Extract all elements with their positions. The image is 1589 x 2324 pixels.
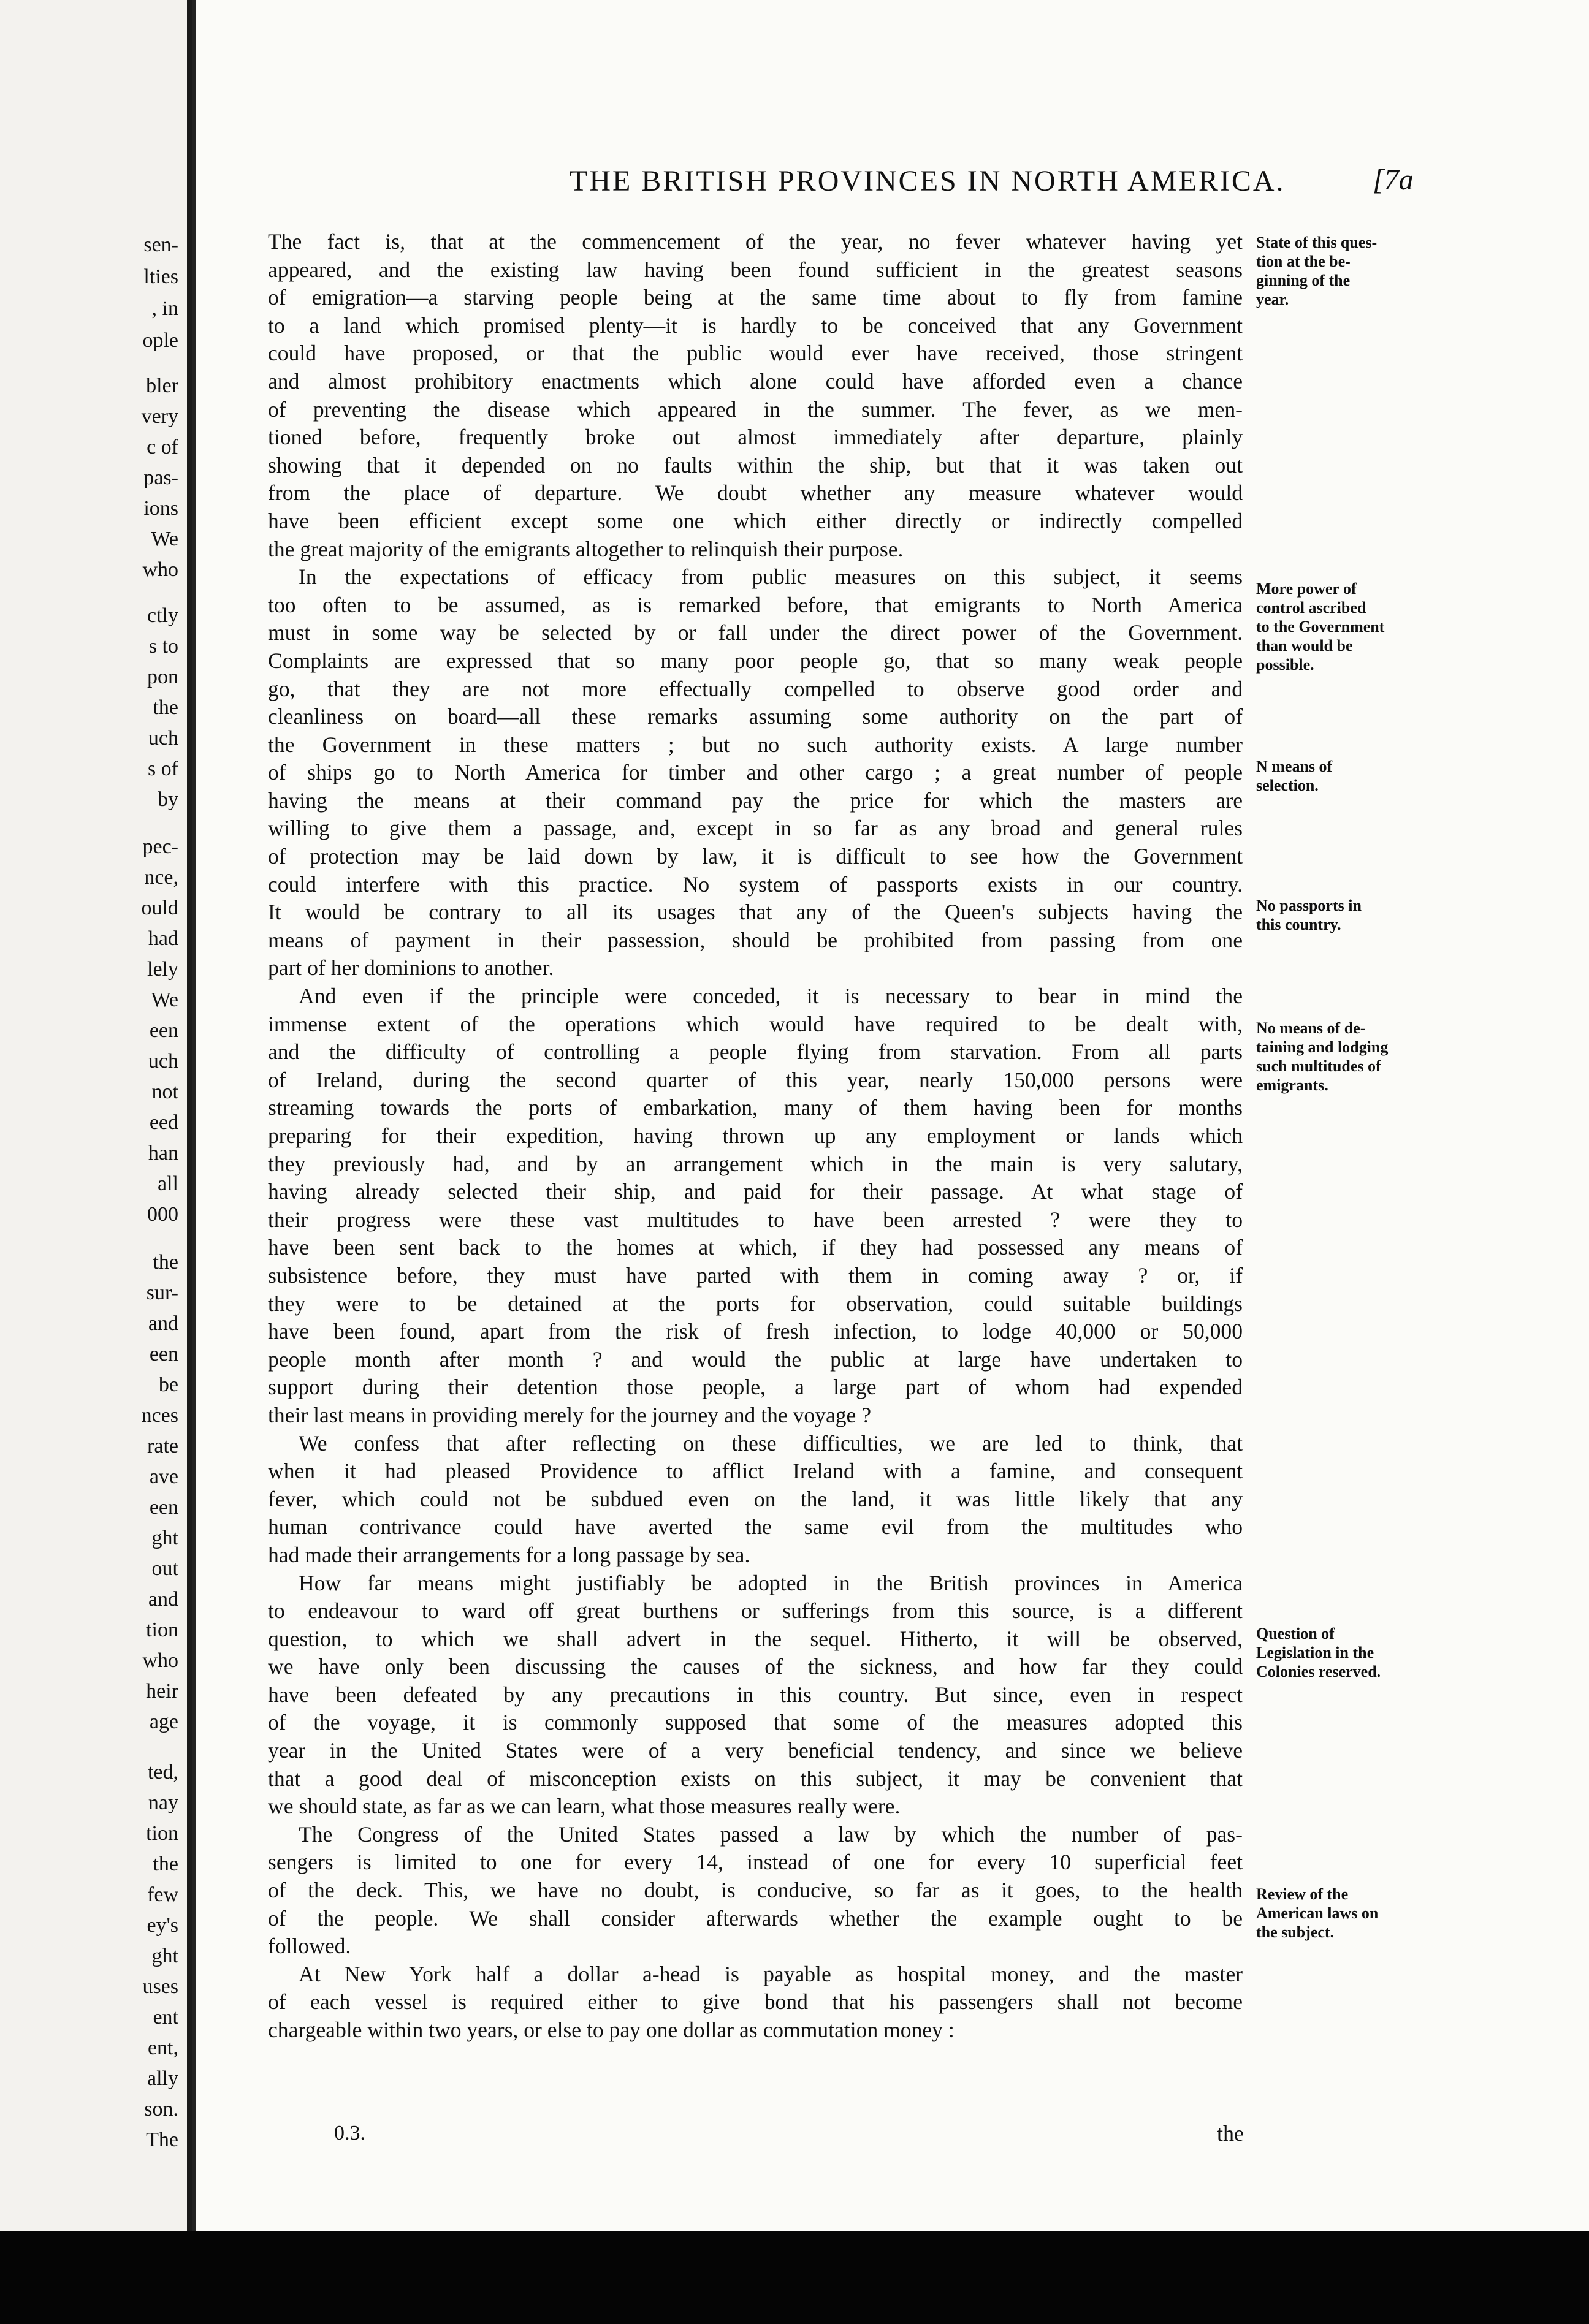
text-line: human contrivance could have averted the same evil from the multitudes who — [268, 1514, 1243, 1540]
page-number: [7a — [1373, 164, 1414, 196]
text-line: And even if the principle were conceded, it is necessary to bear in mind the — [299, 984, 1243, 1009]
text-line: question, to which we shall advert in the sequel. Hitherto, it will be observed, — [268, 1626, 1243, 1651]
text-line: of ships go to North America for timber and other cargo ; a great number of people — [268, 760, 1243, 785]
facing-page-fragment: be — [158, 1373, 178, 1396]
paragraph — [268, 563, 1243, 982]
margin-note-line: emigrants. — [1256, 1076, 1328, 1094]
text-line: could interfere with this practice. No system of passports exists in our country. — [268, 872, 1243, 897]
margin-note-line: State of this ques- — [1256, 234, 1378, 251]
text-line: having already selected their ship, and paid for their passage. At what stage of — [268, 1179, 1243, 1204]
text-line: cleanliness on board—all these remarks assuming some authority on the part of — [268, 704, 1243, 729]
margin-note — [1256, 579, 1458, 674]
facing-page-fragment: eed — [149, 1111, 178, 1134]
facing-page-fragment: bler — [146, 374, 178, 397]
text-line: have been sent back to the homes at which, if they had possessed any means of — [268, 1235, 1243, 1260]
text-line: appeared, and the existing law having been found sufficient in the greatest seasons — [268, 257, 1243, 282]
facing-page-fragment: pec- — [142, 835, 178, 858]
facing-page-fragment: ally — [147, 2067, 178, 2090]
text-line: and almost prohibitory enactments which alone could have afforded even a chance — [268, 368, 1243, 393]
facing-page-fragment: We — [151, 528, 178, 550]
margin-note-line: Review of the — [1256, 1885, 1349, 1903]
margin-note-line: control ascribed — [1256, 599, 1366, 617]
text-line: chargeable within two years, or else to pay one dollar as commutation money : — [268, 2018, 955, 2042]
facing-page-fragment: uch — [148, 727, 178, 750]
facing-page-fragment: had — [148, 927, 178, 950]
signature-mark: 0.3. — [334, 2122, 365, 2144]
margin-note-line: Colonies reserved. — [1256, 1663, 1381, 1680]
facing-page-fragment: uses — [142, 1975, 178, 1998]
facing-page-fragment: very — [141, 405, 178, 428]
text-line: year in the United States were of a very beneficial tendency, and since we believe — [268, 1738, 1243, 1763]
text-line: they were to be detained at the ports for observation, could suitable buildings — [268, 1291, 1243, 1316]
facing-page-fragment: by — [158, 788, 178, 811]
facing-page-fragment: , in — [151, 297, 178, 320]
text-line: their progress were these vast multitudes to have been arrested ? were they to — [268, 1207, 1243, 1232]
text-line: had made their arrangements for a long passage by sea. — [268, 1542, 750, 1567]
paragraph — [268, 982, 1243, 1430]
text-line: The fact is, that at the commencement of the year, no fever whatever having yet — [268, 229, 1243, 254]
text-line: Complaints are expressed that so many poor people go, that so many weak people — [268, 648, 1243, 673]
facing-page-fragment: uch — [148, 1050, 178, 1073]
facing-page-fragment: heir — [146, 1680, 178, 1703]
facing-page-fragment: The — [146, 2128, 178, 2151]
text-line: showing that it depended on no faults within the ship, but that it was taken out — [268, 452, 1243, 477]
facing-page-fragment: ted, — [147, 1761, 178, 1783]
margin-note-line: No passports in — [1256, 897, 1362, 914]
text-line: We confess that after reflecting on these difficulties, we are led to think, that — [299, 1430, 1243, 1456]
text-line: It would be contrary to all its usages that any of the Queen's subjects having the — [268, 900, 1243, 925]
facing-page-fragment: tion — [146, 1822, 178, 1845]
text-line: the great majority of the emigrants altogether to relinquish their purpose. — [268, 536, 904, 561]
margin-note-line: the subject. — [1256, 1923, 1335, 1941]
text-line: of protection may be laid down by law, it is difficult to see how the Government — [268, 844, 1243, 869]
margin-note-line: selection. — [1256, 777, 1319, 794]
paragraph — [268, 1821, 1243, 1961]
text-line: we should state, as far as we can learn, what those measures really were. — [268, 1794, 901, 1819]
facing-page-fragment: ght — [151, 1527, 178, 1549]
text-line: In the expectations of efficacy from public measures on this subject, it seems — [299, 564, 1243, 590]
margin-note — [1256, 1885, 1458, 1942]
text-line: that a good deal of misconception exists on this subject, it may be convenient that — [268, 1766, 1243, 1791]
margin-note — [1256, 757, 1458, 795]
text-line: too often to be assumed, as is remarked before, that emigrants to North America — [268, 592, 1243, 617]
paragraph — [268, 1430, 1243, 1570]
text-line: part of her dominions to another. — [268, 955, 554, 981]
facing-page-fragment: ctly — [147, 604, 178, 627]
facing-page-fragment: han — [148, 1142, 178, 1164]
facing-page-fragment: 000 — [147, 1203, 178, 1226]
text-line: streaming towards the ports of embarkation, many of them having been for months — [268, 1095, 1243, 1120]
text-line: immense extent of the operations which would have required to be dealt with, — [268, 1011, 1243, 1036]
facing-page-fragment: the — [153, 1251, 178, 1274]
facing-page-fragment: ey's — [147, 1914, 178, 1937]
text-line: go, that they are not more effectually compelled to observe good order and — [268, 676, 1243, 701]
text-line: of Ireland, during the second quarter of this year, nearly 150,000 persons were — [268, 1067, 1243, 1092]
facing-page-fragment: nces — [141, 1404, 178, 1427]
margin-note-line: than would be — [1256, 637, 1353, 655]
text-line: The Congress of the United States passed a law by which the number of pas- — [299, 1821, 1243, 1847]
margin-note-line: More power of — [1256, 580, 1357, 598]
facing-page-fragment: not — [151, 1080, 178, 1103]
margin-note-line: such multitudes of — [1256, 1057, 1381, 1075]
body-text — [268, 228, 1243, 2045]
text-line: to endeavour to ward off great burthens or sufferings from this source, is a different — [268, 1598, 1243, 1623]
facing-page-fragment: een — [149, 1019, 178, 1042]
text-line: of each vessel is required either to give bond that his passengers shall not become — [268, 1989, 1243, 2015]
text-line: of the people. We shall consider afterwards whether the example ought to be — [268, 1905, 1243, 1931]
text-line: subsistence before, they must have parted with them in coming away ? or, if — [268, 1263, 1243, 1288]
facing-page-fragment: sur- — [146, 1282, 178, 1304]
facing-page-fragment: rate — [147, 1435, 178, 1457]
catchword: the — [1217, 2121, 1244, 2146]
text-line: the Government in these matters ; but no such authority exists. A large number — [268, 732, 1243, 757]
facing-page-fragment: who — [142, 558, 178, 581]
facing-page-fragment: ave — [149, 1465, 178, 1488]
facing-page-fragment: ople — [142, 329, 178, 352]
paragraph — [268, 1961, 1243, 2045]
margin-note-line: taining and lodging — [1256, 1038, 1389, 1056]
page-title: THE BRITISH PROVINCES IN NORTH AMERICA. — [570, 165, 1286, 197]
paragraph — [268, 228, 1243, 563]
margin-note — [1256, 233, 1458, 309]
facing-page-fragment: lties — [143, 265, 178, 288]
facing-page-fragment: who — [142, 1649, 178, 1672]
facing-page-fragment: een — [149, 1343, 178, 1365]
text-line: their last means in providing merely for the journey and the voyage ? — [268, 1402, 872, 1427]
facing-page-fragment: We — [151, 989, 178, 1011]
facing-page-fragment: s to — [148, 635, 178, 658]
facing-page-fragment: and — [148, 1312, 178, 1335]
margin-note-line: ginning of the — [1256, 272, 1351, 289]
margin-note-line: this country. — [1256, 916, 1341, 933]
text-line: At New York half a dollar a-head is payable as hospital money, and the master — [299, 1961, 1243, 1986]
text-line: of the voyage, it is commonly supposed that some of the measures adopted this — [268, 1710, 1243, 1735]
text-line: when it had pleased Providence to afflict Ireland with a famine, and consequent — [268, 1459, 1243, 1484]
facing-page-fragment: ions — [143, 497, 178, 520]
facing-page-fragment: ent, — [147, 2037, 178, 2059]
margin-note-line: tion at the be- — [1256, 253, 1351, 270]
text-line: have been defeated by any precautions in this country. But since, even in respect — [268, 1682, 1243, 1707]
facing-page-fragment: ent — [153, 2006, 178, 2029]
text-line: followed. — [268, 1934, 351, 1959]
text-line: fever, which could not be subdued even on the land, it was little likely that any — [268, 1486, 1243, 1511]
text-line: having the means at their command pay the price for which the masters are — [268, 788, 1243, 813]
facing-page-fragment: all — [158, 1172, 178, 1195]
text-line: means of payment in their passession, should be prohibited from passing from one — [268, 927, 1243, 952]
margin-note-line: year. — [1256, 290, 1289, 308]
text-line: sengers is limited to one for every 14, instead of one for every 10 superficial feet — [268, 1850, 1243, 1875]
text-line: have been found, apart from the risk of fresh infection, to lodge 40,000 or 50,000 — [268, 1319, 1243, 1344]
facing-page-fragment: out — [151, 1557, 178, 1580]
margin-note-line: Legislation in the — [1256, 1644, 1374, 1661]
facing-page-fragment: een — [149, 1496, 178, 1519]
facing-page-edge — [0, 0, 192, 2324]
paragraph — [268, 1570, 1243, 1821]
margin-note-line: to the Government — [1256, 618, 1385, 636]
margin-note-line: N means of — [1256, 758, 1333, 775]
scan-border — [0, 2231, 1589, 2324]
text-line: and the difficulty of controlling a people flying from starvation. From all parts — [268, 1039, 1243, 1065]
text-line: to a land which promised plenty—it is hardly to be conceived that any Government — [268, 313, 1243, 338]
margin-note-line: Question of — [1256, 1625, 1335, 1642]
facing-page-fragment: pas- — [143, 466, 178, 489]
facing-page-fragment: nce, — [144, 866, 178, 889]
facing-page-fragment: pon — [147, 666, 178, 688]
margin-note-line: No means of de- — [1256, 1019, 1366, 1037]
text-line: preparing for their expedition, having thrown up any employment or lands which — [268, 1123, 1243, 1148]
text-line: could have proposed, or that the public would ever have received, those stringent — [268, 341, 1243, 366]
margin-note — [1256, 896, 1458, 934]
text-line: they previously had, and by an arrangement which in the main is very salutary, — [268, 1151, 1243, 1176]
facing-page-fragment: and — [148, 1588, 178, 1611]
facing-page-fragment: ould — [141, 897, 178, 919]
text-line: of the deck. This, we have no doubt, is conducive, so far as it goes, to the health — [268, 1878, 1243, 1903]
margin-note — [1256, 1019, 1458, 1095]
margin-note — [1256, 1624, 1458, 1681]
document-page — [192, 0, 1589, 2324]
text-line: How far means might justifiably be adopted in the British provinces in America — [299, 1570, 1243, 1595]
text-line: have been efficient except some one which either directly or indirectly compelled — [268, 508, 1243, 533]
facing-page-fragment: ght — [151, 1945, 178, 1967]
facing-page-fragment: age — [149, 1711, 178, 1733]
text-line: of emigration—a starving people being at the same time about to fly from famine — [268, 285, 1243, 310]
text-line: we have only been discussing the causes of the sickness, and how far they could — [268, 1654, 1243, 1679]
facing-page-fragment: sen- — [143, 234, 178, 256]
facing-page-fragment: the — [153, 1853, 178, 1875]
facing-page-fragment: c of — [147, 436, 178, 458]
facing-page-fragment: s of — [147, 758, 178, 780]
text-line: tioned before, frequently broke out almost immediately after departure, plainly — [268, 425, 1243, 450]
text-line: willing to give them a passage, and, except in so far as any broad and general rules — [268, 816, 1243, 841]
facing-page-fragment: son. — [144, 2098, 178, 2121]
text-line: people month after month ? and would the public at large have undertaken to — [268, 1346, 1243, 1372]
text-line: support during their detention those people, a large part of whom had expended — [268, 1375, 1243, 1400]
text-line: from the place of departure. We doubt whether any measure whatever would — [268, 480, 1243, 506]
margin-note-line: American laws on — [1256, 1904, 1379, 1922]
facing-page-fragment: nay — [148, 1791, 178, 1814]
facing-page-fragment: tion — [146, 1619, 178, 1641]
margin-note-line: possible. — [1256, 656, 1314, 674]
running-head — [379, 164, 1520, 207]
text-line: of preventing the disease which appeared in the summer. The fever, as we men- — [268, 397, 1243, 422]
facing-page-fragment: few — [147, 1883, 178, 1906]
text-line: must in some way be selected by or fall under the direct power of the Government. — [268, 620, 1243, 645]
facing-page-fragment: lely — [147, 958, 178, 981]
facing-page-fragment: the — [153, 696, 178, 719]
